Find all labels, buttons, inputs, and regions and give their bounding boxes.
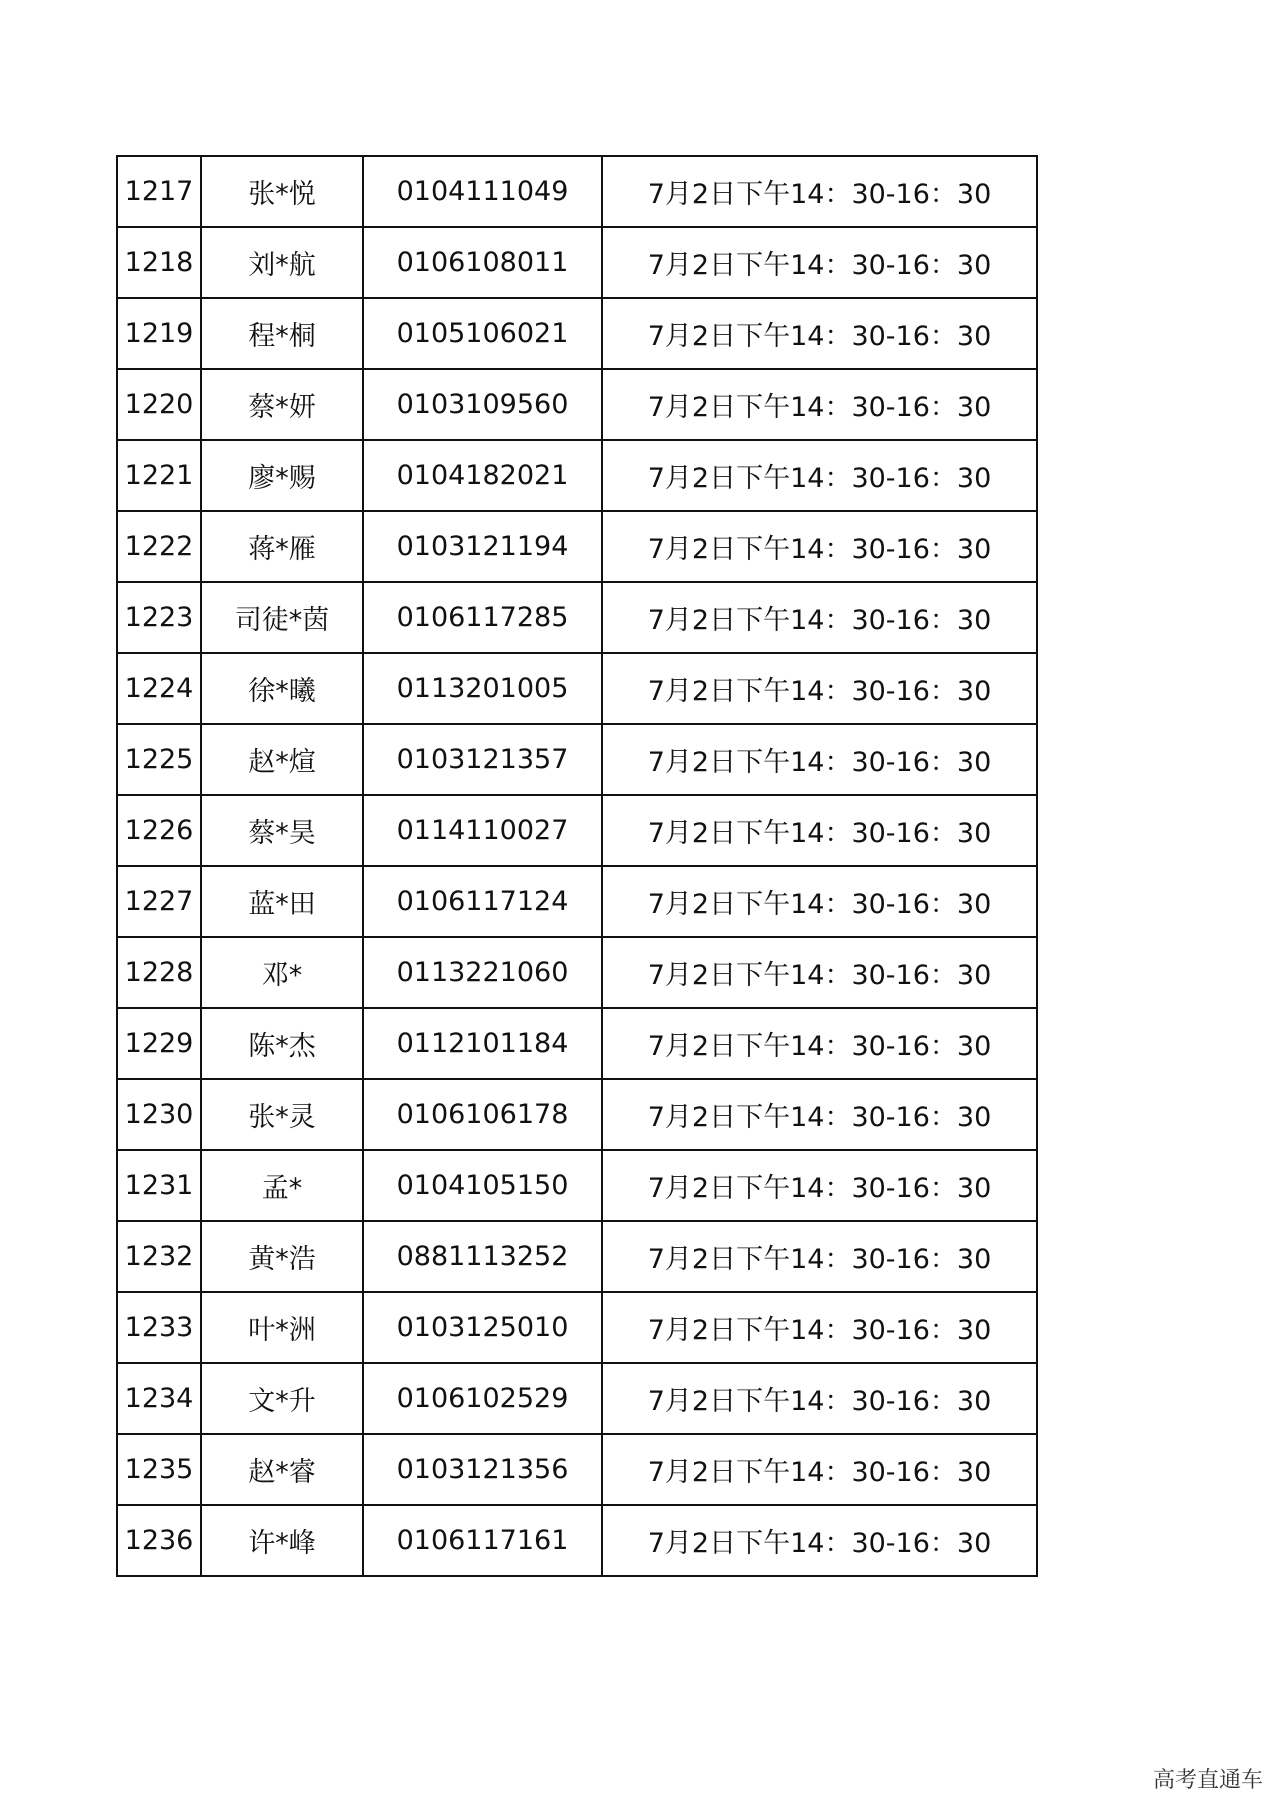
id-cell: 0103121356 (363, 1434, 602, 1505)
id-cell: 0112101184 (363, 1008, 602, 1079)
table-row (117, 1008, 1037, 1079)
time-cell: 7月2日下午14：30-16：30 (602, 724, 1037, 795)
table-row (117, 156, 1037, 227)
seq-cell: 1220 (117, 369, 201, 440)
time-cell: 7月2日下午14：30-16：30 (602, 582, 1037, 653)
id-cell: 0106102529 (363, 1363, 602, 1434)
id-cell: 0106108011 (363, 227, 602, 298)
seq-cell: 1221 (117, 440, 201, 511)
table-row (117, 582, 1037, 653)
seq-cell: 1230 (117, 1079, 201, 1150)
seq-cell: 1218 (117, 227, 201, 298)
table-row (117, 653, 1037, 724)
name-cell: 邓* (201, 937, 363, 1008)
time-cell: 7月2日下午14：30-16：30 (602, 653, 1037, 724)
table-row (117, 1221, 1037, 1292)
table-row (117, 1150, 1037, 1221)
name-cell: 赵*睿 (201, 1434, 363, 1505)
time-cell: 7月2日下午14：30-16：30 (602, 1008, 1037, 1079)
id-cell: 0106117124 (363, 866, 602, 937)
time-cell: 7月2日下午14：30-16：30 (602, 937, 1037, 1008)
time-cell: 7月2日下午14：30-16：30 (602, 1221, 1037, 1292)
table-row (117, 866, 1037, 937)
id-cell: 0103109560 (363, 369, 602, 440)
name-cell: 叶*洲 (201, 1292, 363, 1363)
id-cell: 0106117285 (363, 582, 602, 653)
name-cell: 蓝*田 (201, 866, 363, 937)
id-cell: 0113221060 (363, 937, 602, 1008)
name-cell: 黄*浩 (201, 1221, 363, 1292)
seq-cell: 1234 (117, 1363, 201, 1434)
time-cell: 7月2日下午14：30-16：30 (602, 1363, 1037, 1434)
name-cell: 张*悦 (201, 156, 363, 227)
table-row (117, 1292, 1037, 1363)
time-cell: 7月2日下午14：30-16：30 (602, 1079, 1037, 1150)
seq-cell: 1228 (117, 937, 201, 1008)
name-cell: 蔡*昊 (201, 795, 363, 866)
id-cell: 0106106178 (363, 1079, 602, 1150)
name-cell: 刘*航 (201, 227, 363, 298)
seq-cell: 1222 (117, 511, 201, 582)
id-cell: 0103125010 (363, 1292, 602, 1363)
table-row (117, 227, 1037, 298)
table-row (117, 440, 1037, 511)
time-cell: 7月2日下午14：30-16：30 (602, 440, 1037, 511)
time-cell: 7月2日下午14：30-16：30 (602, 1434, 1037, 1505)
name-cell: 程*桐 (201, 298, 363, 369)
time-cell: 7月2日下午14：30-16：30 (602, 369, 1037, 440)
seq-cell: 1219 (117, 298, 201, 369)
name-cell: 张*灵 (201, 1079, 363, 1150)
name-cell: 赵*煊 (201, 724, 363, 795)
name-cell: 蔡*妍 (201, 369, 363, 440)
table-row (117, 795, 1037, 866)
seq-cell: 1224 (117, 653, 201, 724)
name-cell: 司徒*茵 (201, 582, 363, 653)
table-row (117, 1079, 1037, 1150)
watermark: 高考直通车 (1152, 1768, 1263, 1793)
name-cell: 许*峰 (201, 1505, 363, 1576)
seq-cell: 1233 (117, 1292, 201, 1363)
seq-cell: 1226 (117, 795, 201, 866)
table-row (117, 511, 1037, 582)
seq-cell: 1232 (117, 1221, 201, 1292)
id-cell: 0113201005 (363, 653, 602, 724)
time-cell: 7月2日下午14：30-16：30 (602, 511, 1037, 582)
id-cell: 0103121357 (363, 724, 602, 795)
roster-table (116, 155, 1038, 1577)
name-cell: 徐*曦 (201, 653, 363, 724)
seq-cell: 1236 (117, 1505, 201, 1576)
seq-cell: 1223 (117, 582, 201, 653)
table-row (117, 1505, 1037, 1576)
seq-cell: 1217 (117, 156, 201, 227)
time-cell: 7月2日下午14：30-16：30 (602, 298, 1037, 369)
seq-cell: 1229 (117, 1008, 201, 1079)
id-cell: 0114110027 (363, 795, 602, 866)
time-cell: 7月2日下午14：30-16：30 (602, 1505, 1037, 1576)
id-cell: 0103121194 (363, 511, 602, 582)
id-cell: 0105106021 (363, 298, 602, 369)
name-cell: 孟* (201, 1150, 363, 1221)
time-cell: 7月2日下午14：30-16：30 (602, 1150, 1037, 1221)
name-cell: 廖*赐 (201, 440, 363, 511)
id-cell: 0104111049 (363, 156, 602, 227)
time-cell: 7月2日下午14：30-16：30 (602, 1292, 1037, 1363)
time-cell: 7月2日下午14：30-16：30 (602, 156, 1037, 227)
time-cell: 7月2日下午14：30-16：30 (602, 227, 1037, 298)
table-row (117, 724, 1037, 795)
name-cell: 陈*杰 (201, 1008, 363, 1079)
table-row (117, 369, 1037, 440)
id-cell: 0104182021 (363, 440, 602, 511)
seq-cell: 1227 (117, 866, 201, 937)
name-cell: 文*升 (201, 1363, 363, 1434)
table-row (117, 1363, 1037, 1434)
id-cell: 0881113252 (363, 1221, 602, 1292)
time-cell: 7月2日下午14：30-16：30 (602, 795, 1037, 866)
table-row (117, 937, 1037, 1008)
name-cell: 蒋*雁 (201, 511, 363, 582)
time-cell: 7月2日下午14：30-16：30 (602, 866, 1037, 937)
id-cell: 0104105150 (363, 1150, 602, 1221)
seq-cell: 1231 (117, 1150, 201, 1221)
seq-cell: 1235 (117, 1434, 201, 1505)
id-cell: 0106117161 (363, 1505, 602, 1576)
table-row (117, 298, 1037, 369)
table-row (117, 1434, 1037, 1505)
seq-cell: 1225 (117, 724, 201, 795)
